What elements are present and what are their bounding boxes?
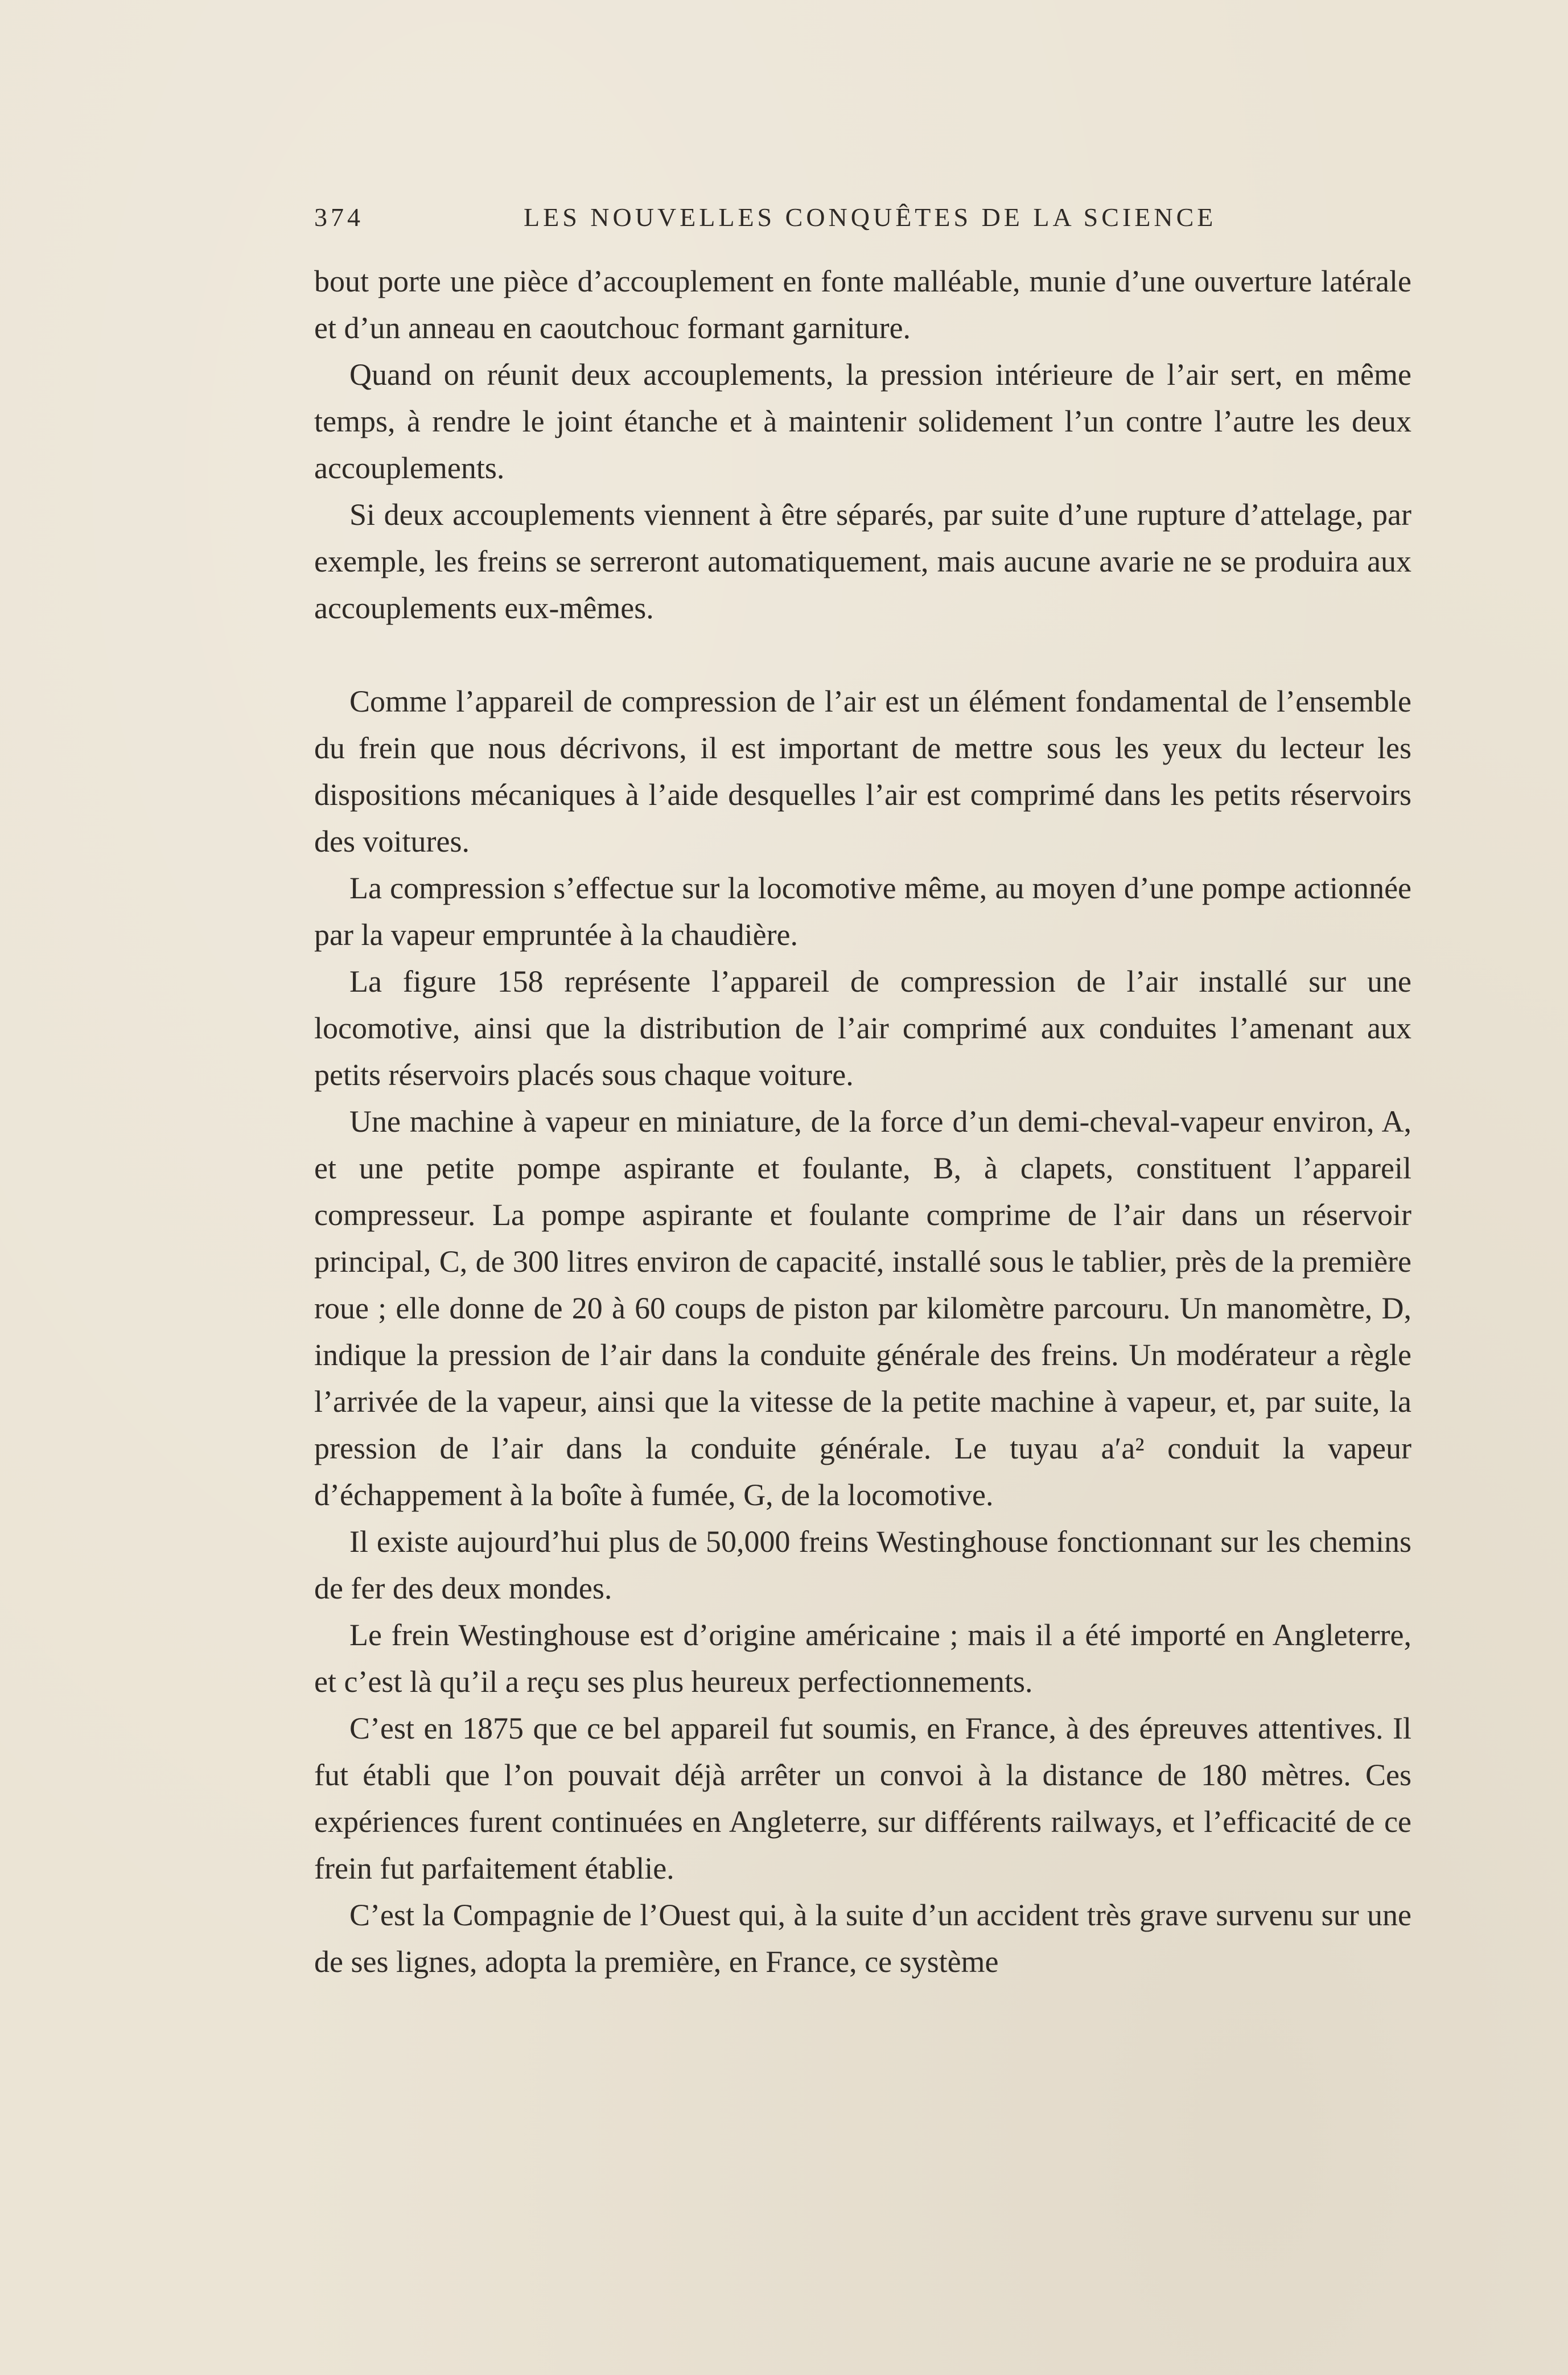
running-title: LES NOUVELLES CONQUÊTES DE LA SCIENCE — [524, 203, 1217, 232]
page-header — [314, 202, 1411, 236]
paragraph-11: C’est la Compagnie de l’Ouest qui, à la suite d’un accident très grave survenu sur une de ses lignes, adopta la première, en France, ce système — [314, 1898, 1411, 1979]
body-text — [314, 258, 1411, 1985]
paragraph-8: Il existe aujourd’hui plus de 50,000 freins Westinghouse fonctionnant sur les chemins de fer des deux mondes. — [314, 1525, 1411, 1605]
paragraph-4: Comme l’appareil de compression de l’air est un élément fondamental de l’ensemble du frein que nous décrivons, il est important de mettre sous les yeux du lecteur les dispositions mécaniques à l’aide desquelles l’air est comprimé dans les petits réservoirs des voitures. — [314, 684, 1411, 858]
paragraph-10: C’est en 1875 que ce bel appareil fut soumis, en France, à des épreuves attentives. Il fut établi que l’on pouvait déjà arrêter un convoi à la distance de 180 mètres. Ces expériences furent continuées en Angleterre, sur différents railways, et l’efficacité de ce frein fut parfaitement établie. — [314, 1711, 1411, 1885]
paragraph-9: Le frein Westinghouse est d’origine américaine ; mais il a été importé en Angleterre, et c’est là qu’il a reçu ses plus heureux perfectionnements. — [314, 1618, 1411, 1699]
paragraph-5: La compression s’effectue sur la locomotive même, au moyen d’une pompe actionnée par la vapeur empruntée à la chaudière. — [314, 871, 1411, 952]
paragraph-7: Une machine à vapeur en miniature, de la force d’un demi-cheval-vapeur environ, A, et une petite pompe aspirante et foulante, B, à clapets, constituent l’appareil compresseur. La pompe aspirante et foulante comprime de l’air dans un réservoir principal, C, de 300 litres environ de capacité, installé sous le tablier, près de la première roue ; elle donne de 20 à 60 coups de piston par kilomètre parcouru. Un manomètre, D, indique la pression de l’air dans la conduite générale des freins. Un modérateur a règle l’arrivée de la vapeur, ainsi que la vitesse de la petite machine à vapeur, et, par suite, la pression de l’air dans la conduite générale. Le tuyau a′a² conduit la vapeur d’échappement à la boîte à fumée, G, de la locomotive. — [314, 1104, 1411, 1512]
paragraph-6: La figure 158 représente l’appareil de compression de l’air installé sur une locomotive, ainsi que la distribution de l’air comprimé aux conduites l’amenant aux petits réservoirs placés sous chaque voiture. — [314, 964, 1411, 1092]
paragraph-1: bout porte une pièce d’accouplement en fonte malléable, munie d’une ouverture latérale et d’un anneau en caoutchouc formant garniture. — [314, 264, 1411, 345]
paragraph-2: Quand on réunit deux accouplements, la pression intérieure de l’air sert, en même temps, à rendre le joint étanche et à maintenir solidement l’un contre l’autre les deux accouplements. — [314, 358, 1411, 485]
paragraph-3: Si deux accouplements viennent à être séparés, par suite d’une rupture d’attelage, par exemple, les freins se serreront automatiquement, mais aucune avarie ne se produira aux accouplements eux-mêmes. — [314, 498, 1411, 625]
page-number: 374 — [314, 203, 364, 232]
